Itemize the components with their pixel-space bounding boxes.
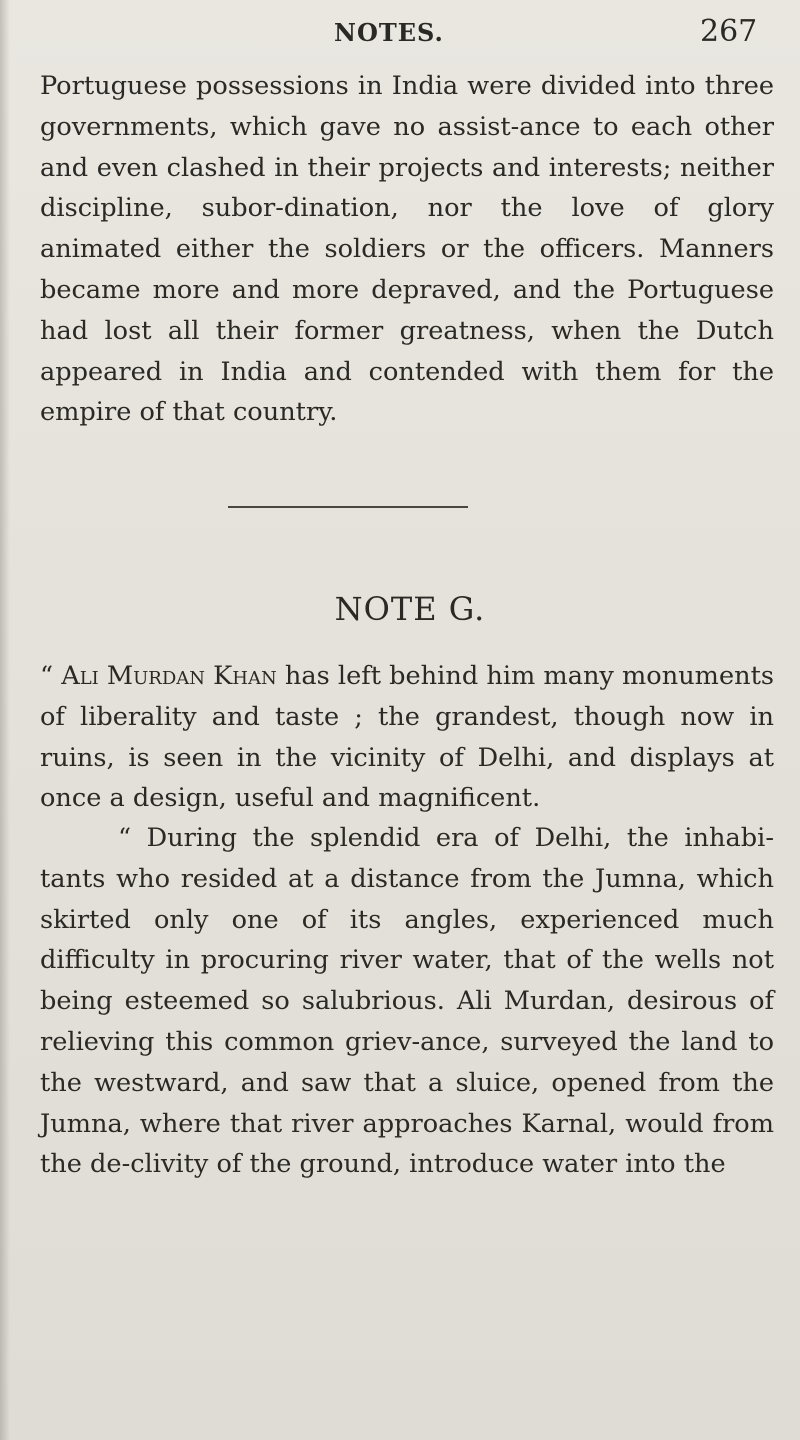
page-number: 267 <box>700 14 758 49</box>
paragraph-portuguese-possessions: Portuguese possessions in India were divided into three governments, which gave no assist-ance to each other and even clashed in their projects and interests; neither discipline, subor-dination, nor the love of glory animated either the soldiers or the officers. Manners became more and more depraved, and the Portuguese had lost all their former greatness, when the Dutch appeared in India and contended with them for the empire of that country. <box>40 71 774 428</box>
note-heading: NOTE G. <box>334 590 486 628</box>
running-head-title: NOTES. <box>334 18 444 47</box>
person-name-smallcaps: Ali Murdan Khan <box>61 661 277 691</box>
paragraph-ali-murdan-khan <box>40 656 774 819</box>
paragraph-splendid-era-delhi: “ During the splendid era of Delhi, the inhabi-tants who resided at a distance from the Jumna, which skirted only one of its angles, experienced much difficulty in procuring river water, that of the wells not being esteemed so salubrious. Ali Murdan, desirous of relieving this common griev-ance, surveyed the land to the westward, and saw that a sluice, opened from the Jumna, where that river approaches Karnal, would from the de-clivity of the ground, introduce water into the <box>40 823 774 1180</box>
opening-quote: “ <box>40 661 62 691</box>
section-divider-rule <box>228 506 468 508</box>
paragraph-2-text: has left behind him many monuments of liberality and taste ; the grandest, though now in ruins, is seen in the vicinity of Delhi, and displays at once a design, useful and magnificent. <box>40 661 774 814</box>
running-head <box>0 14 800 54</box>
page-edge-shadow <box>0 0 10 1440</box>
